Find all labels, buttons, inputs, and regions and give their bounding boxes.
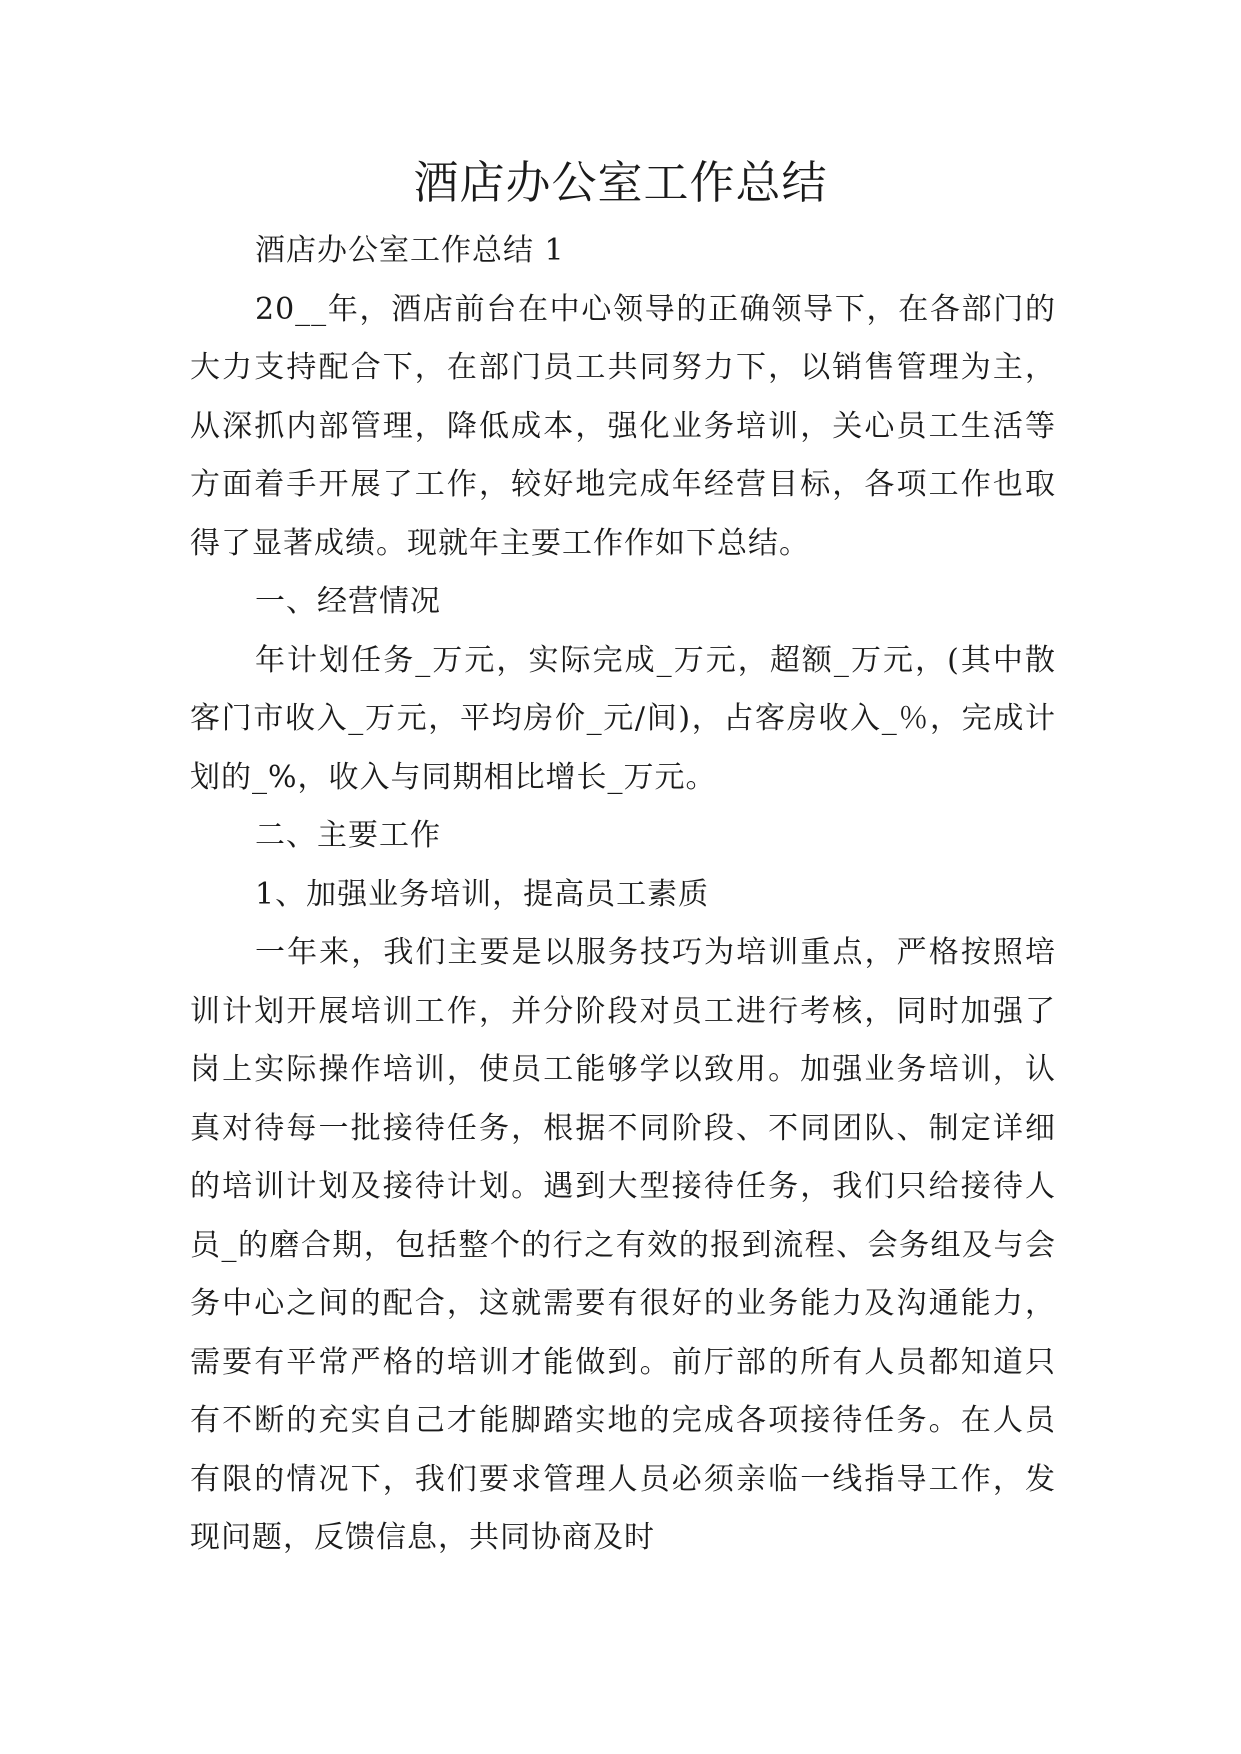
subsection-heading-training: 1、加强业务培训，提高员工素质 <box>255 876 710 912</box>
training-paragraph: 一年来，我们主要是以服务技巧为培训重点，严格按照培训计划开展培训工作，并分阶段对员工进行考核，同时加强了岗上实际操作培训，使员工能够学以致用。加强业务培训，认真对待每一批接待任务，根据不同阶段、不同团队、制定详细的培训计划及接待计划。遇到大型接待任务，我们只给接待人员_的磨合期，包括整个的行之有效的报到流程、会务组及与会务中心之间的配合，这就需要有很好的业务能力及沟通能力，需要有平常严格的培训才能做到。前厅部的所有人员都知道只有不断的充实自己才能脚踏实地的完成各项接待任务。在人员有限的情况下，我们要求管理人员必须亲临一线指导工作，发现问题，反馈信息，共同协商及时 <box>190 935 1056 1555</box>
operations-paragraph: 年计划任务_万元，实际完成_万元，超额_万元，(其中散客门市收入_万元，平均房价_元/间)，占客房收入_％，完成计划的_%，收入与同期相比增长_万元。 <box>190 642 1056 795</box>
intro-paragraph: 20__年，酒店前台在中心领导的正确领导下，在各部门的大力支持配合下，在部门员工共同努力下，以销售管理为主，从深抓内部管理，降低成本，强化业务培训，关心员工生活等方面着手开展了工作，较好地完成年经营目标，各项工作也取得了显著成绩。现就年主要工作作如下总结。 <box>190 291 1056 561</box>
document-title: 酒店办公室工作总结 <box>413 156 828 209</box>
section-heading-main-work: 二、主要工作 <box>255 818 441 853</box>
document-subtitle: 酒店办公室工作总结 1 <box>255 233 565 268</box>
document-body <box>190 222 1056 1568</box>
section-heading-operations: 一、经营情况 <box>255 584 441 619</box>
